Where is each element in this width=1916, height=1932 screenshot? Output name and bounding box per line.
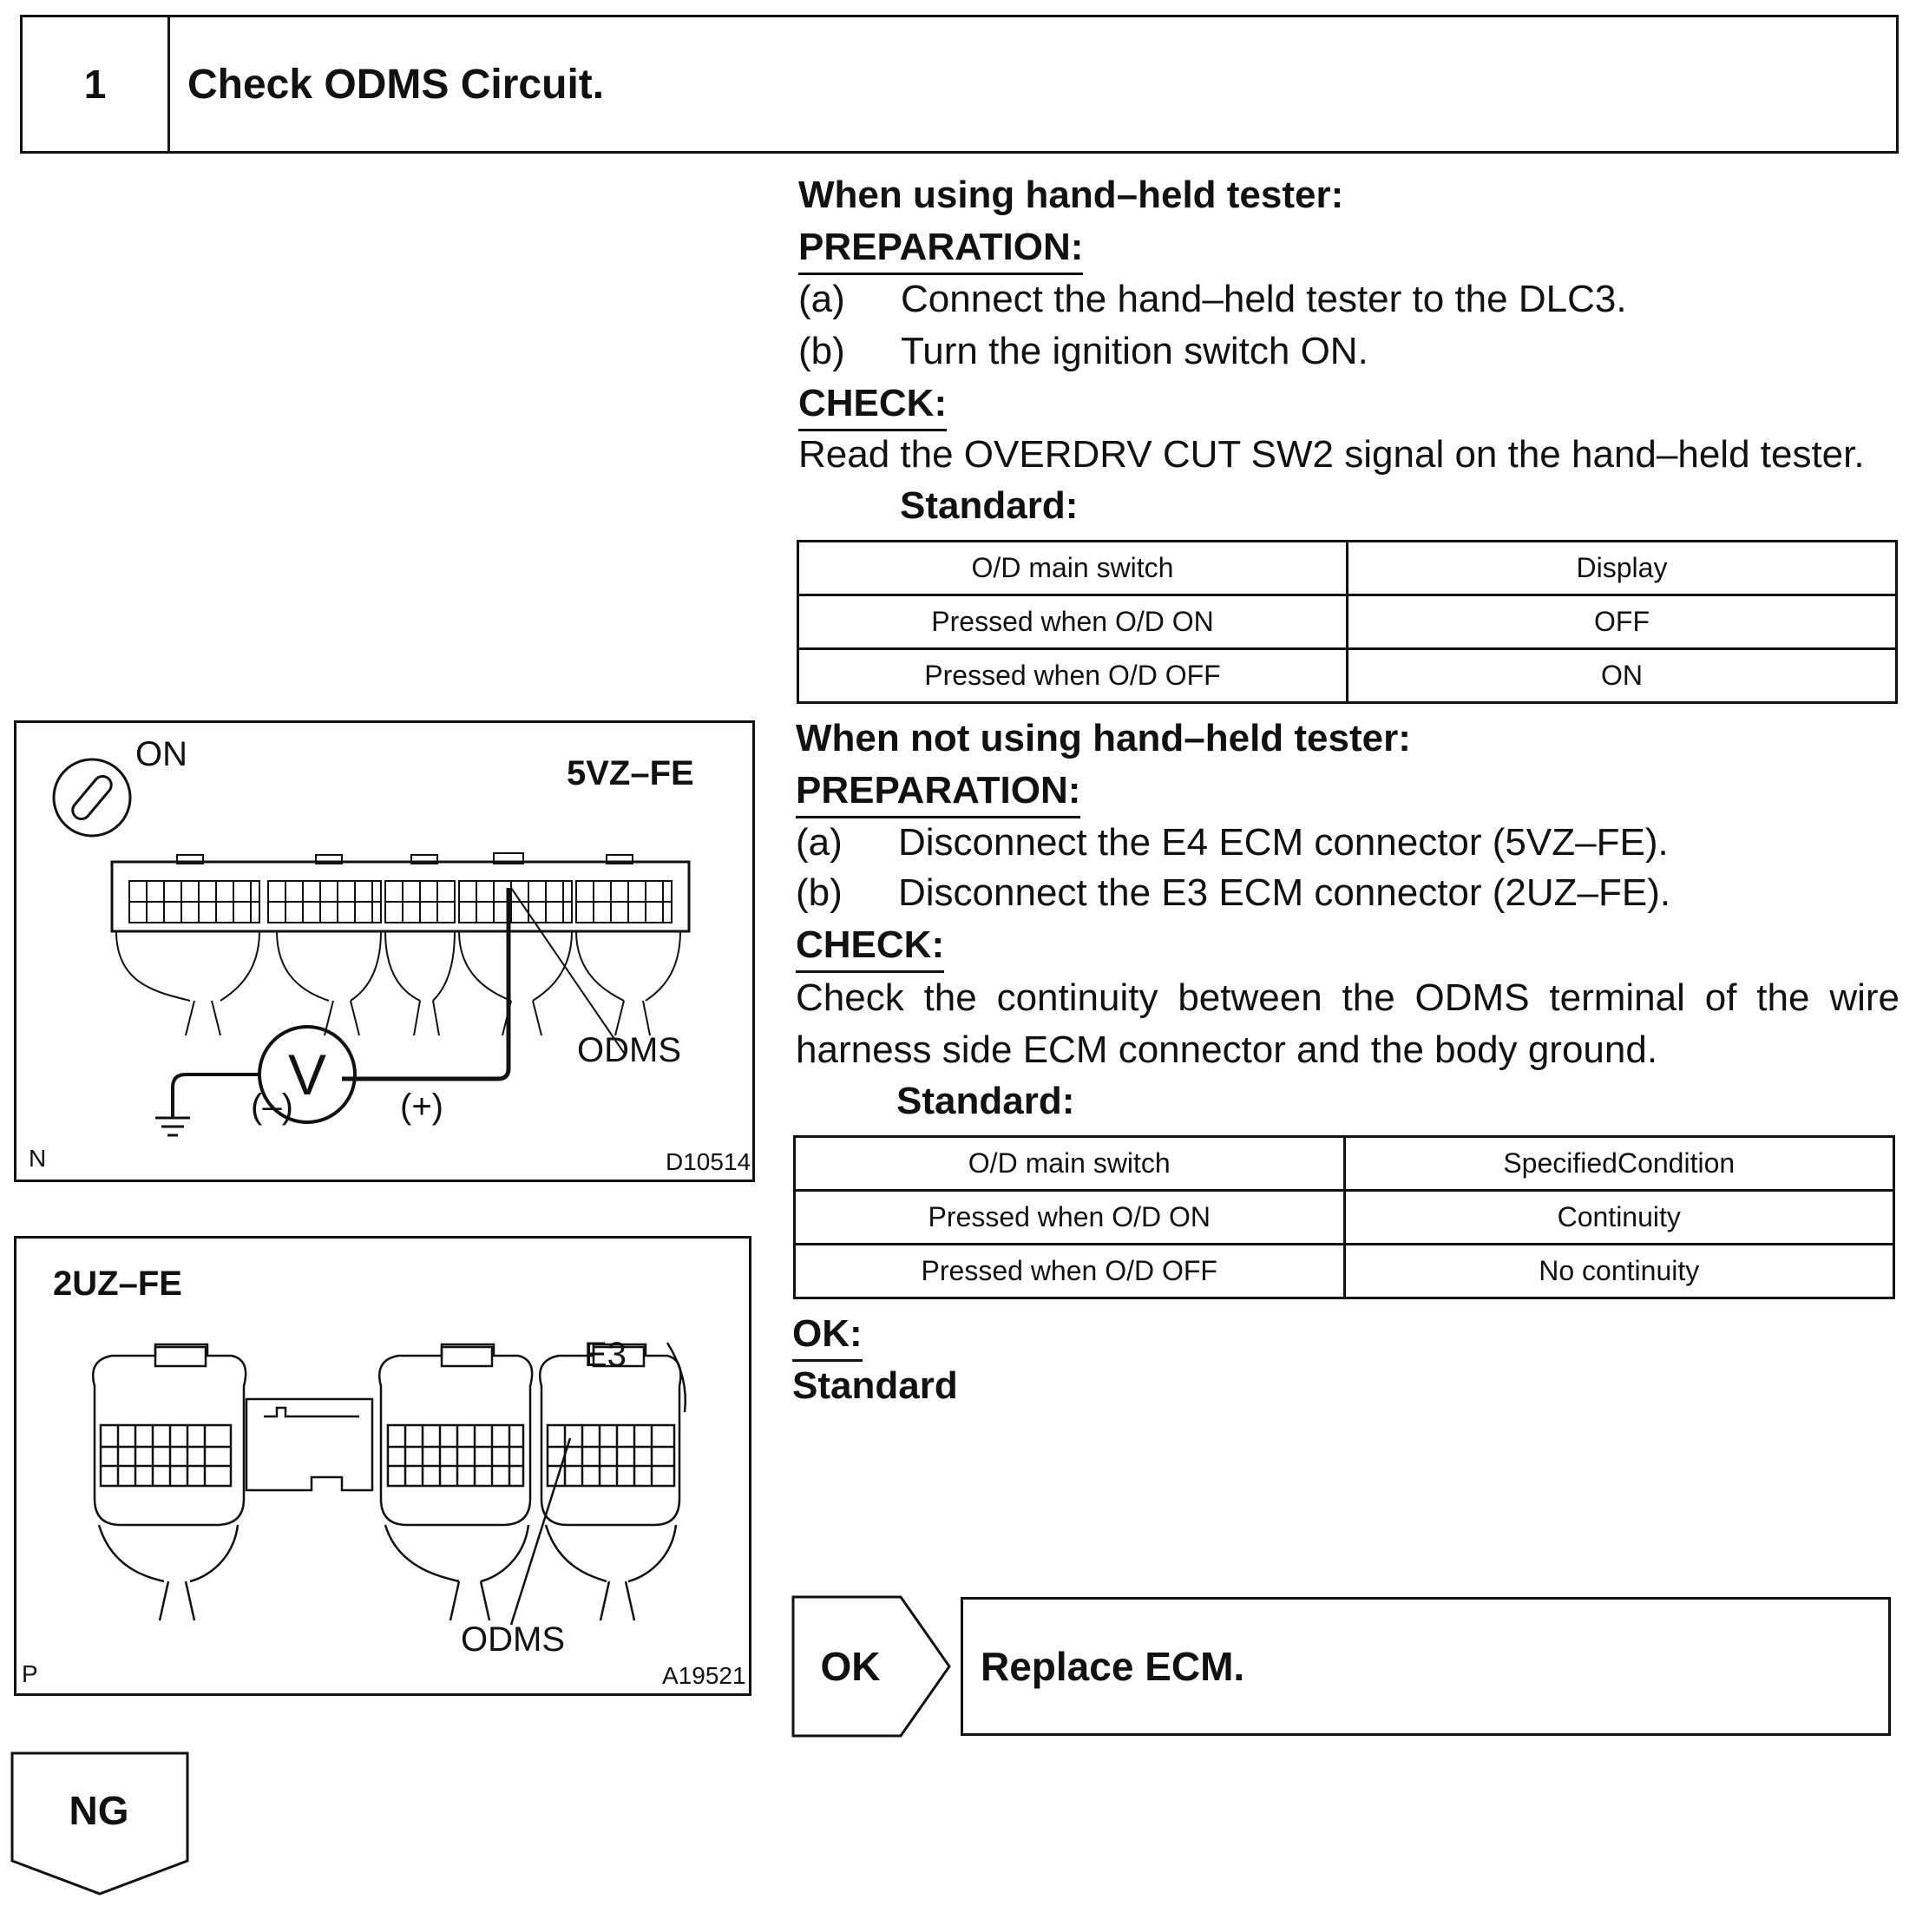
odms-terminal-label: ODMS xyxy=(461,1620,565,1659)
e3-connector-label: E3 xyxy=(584,1336,627,1374)
ok-tag: OK xyxy=(820,1644,881,1689)
positive-probe-label: (+) xyxy=(400,1088,443,1126)
odms-terminal-label: ODMS xyxy=(577,1031,681,1069)
tester-standard-table xyxy=(797,540,1898,704)
negative-probe-label: (–) xyxy=(251,1088,293,1126)
table-cell: Pressed when O/D ON xyxy=(798,595,1348,649)
no-tester-heading: When not using hand–held tester: xyxy=(796,717,1411,759)
tester-check-text: Read the OVERDRV CUT SW2 signal on the hand–held tester. xyxy=(798,433,1865,476)
table-cell: ON xyxy=(1348,649,1897,703)
tester-heading: When using hand–held tester: xyxy=(798,174,1344,216)
tester-step-a: (a) Connect the hand–held tester to the DLC3. xyxy=(798,278,1627,320)
voltmeter-symbol: V xyxy=(287,1042,327,1107)
table-cell: OFF xyxy=(1348,595,1897,649)
table-row xyxy=(798,595,1897,649)
figure-id: D10514 xyxy=(666,1148,751,1175)
figure-5vz-fe xyxy=(14,720,755,1182)
table-row xyxy=(795,1191,1894,1245)
table-header-row xyxy=(798,542,1897,595)
no-tester-check-label: CHECK: xyxy=(796,920,944,973)
no-tester-step-a: (a) Disconnect the E4 ECM connector (5VZ–FE). xyxy=(796,821,1669,864)
tester-preparation-label: PREPARATION: xyxy=(798,222,1083,275)
engine-label-5vz: 5VZ–FE xyxy=(567,754,694,792)
no-tester-standard-label: Standard: xyxy=(896,1080,1075,1122)
table-header-cell: O/D main switch xyxy=(798,542,1348,595)
tester-standard-label: Standard: xyxy=(900,484,1079,527)
figure-corner-letter: P xyxy=(22,1660,38,1687)
table-row xyxy=(795,1245,1894,1298)
engine-label-2uz: 2UZ–FE xyxy=(53,1265,182,1303)
step-header xyxy=(20,15,1899,154)
figure-id: A19521 xyxy=(662,1662,746,1689)
table-header-cell: SpecifiedCondition xyxy=(1344,1137,1894,1191)
table-header-cell: O/D main switch xyxy=(795,1137,1345,1191)
table-cell: Pressed when O/D ON xyxy=(795,1191,1345,1245)
no-tester-preparation-label: PREPARATION: xyxy=(796,766,1080,818)
ok-label: OK: xyxy=(792,1309,863,1362)
ok-result-box: Replace ECM. xyxy=(961,1597,1891,1736)
table-cell: Pressed when O/D OFF xyxy=(795,1245,1345,1298)
ignition-on-label: ON xyxy=(135,735,187,773)
table-row xyxy=(798,649,1897,703)
step-title: Check ODMS Circuit. xyxy=(187,61,605,108)
ok-value: Standard xyxy=(792,1364,958,1407)
table-header-row xyxy=(795,1137,1894,1191)
ecm-connector-2uz-diagram xyxy=(16,1239,751,1695)
table-header-cell: Display xyxy=(1348,542,1897,595)
no-tester-standard-table xyxy=(793,1135,1895,1299)
no-tester-check-text: Check the continuity between the ODMS terminal of the wire harness side ECM connector and the body ground. xyxy=(796,976,1900,1071)
table-cell: No continuity xyxy=(1344,1245,1894,1298)
figure-2uz-fe xyxy=(14,1236,751,1696)
ng-tag: NG xyxy=(69,1788,129,1833)
step-number: 1 xyxy=(23,17,170,151)
no-tester-step-b: (b) Disconnect the E3 ECM connector (2UZ–FE). xyxy=(796,871,1671,914)
figure-corner-letter: N xyxy=(29,1145,47,1172)
table-cell: Pressed when O/D OFF xyxy=(798,649,1348,703)
tester-step-b: (b) Turn the ignition switch ON. xyxy=(798,330,1368,372)
tester-check-label: CHECK: xyxy=(798,378,947,431)
table-cell: Continuity xyxy=(1344,1191,1894,1245)
